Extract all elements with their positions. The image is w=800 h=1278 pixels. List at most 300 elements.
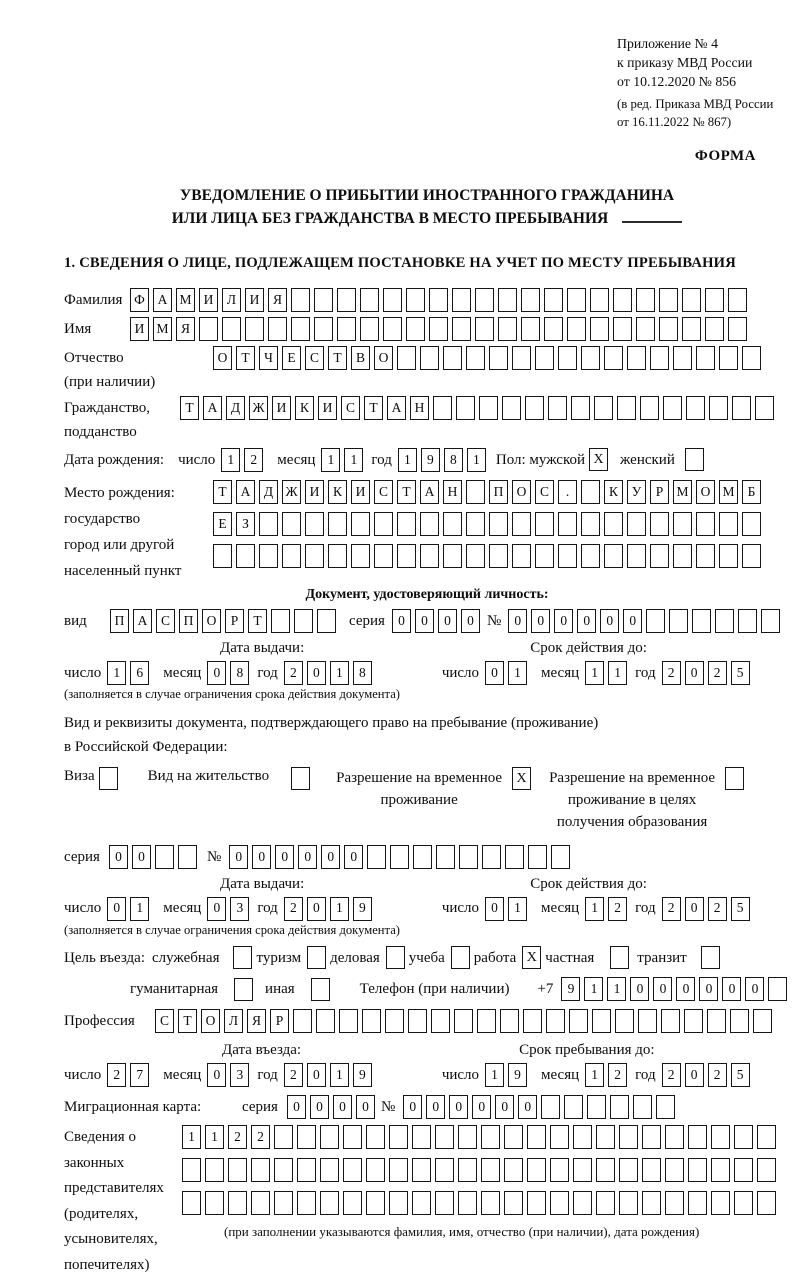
char-box[interactable] [413, 845, 432, 869]
char-box[interactable] [366, 1191, 385, 1215]
purpose-humanitarian-checkbox[interactable] [234, 978, 253, 1001]
char-box[interactable] [742, 512, 761, 536]
char-box[interactable] [390, 845, 409, 869]
char-box[interactable]: Т [236, 346, 255, 370]
char-box[interactable] [343, 1158, 362, 1182]
char-box[interactable]: 0 [252, 845, 271, 869]
char-box[interactable] [406, 288, 425, 312]
char-box[interactable] [550, 1191, 569, 1215]
stay-month-boxes[interactable] [585, 1063, 631, 1087]
char-box[interactable]: 1 [508, 897, 527, 921]
char-box[interactable] [351, 544, 370, 568]
char-box[interactable]: Л [224, 1009, 243, 1033]
char-box[interactable] [682, 288, 701, 312]
char-box[interactable]: И [351, 480, 370, 504]
char-box[interactable]: 2 [107, 1063, 126, 1087]
char-box[interactable] [742, 346, 761, 370]
temp-residence-checkbox[interactable]: X [512, 767, 531, 790]
char-box[interactable]: С [535, 480, 554, 504]
char-box[interactable] [705, 288, 724, 312]
char-box[interactable] [466, 512, 485, 536]
char-box[interactable]: 1 [205, 1125, 224, 1149]
char-box[interactable] [155, 845, 174, 869]
char-box[interactable] [682, 317, 701, 341]
char-box[interactable] [753, 1009, 772, 1033]
phone-boxes[interactable] [561, 977, 791, 1001]
char-box[interactable]: Д [226, 396, 245, 420]
char-box[interactable] [504, 1125, 523, 1149]
char-box[interactable] [294, 609, 313, 633]
char-box[interactable]: 0 [518, 1095, 537, 1119]
char-box[interactable] [314, 317, 333, 341]
char-box[interactable] [711, 1125, 730, 1149]
char-box[interactable]: 0 [630, 977, 649, 1001]
char-box[interactable]: А [133, 609, 152, 633]
char-box[interactable] [571, 396, 590, 420]
char-box[interactable]: Т [364, 396, 383, 420]
char-box[interactable] [454, 1009, 473, 1033]
char-box[interactable]: 1 [585, 1063, 604, 1087]
char-box[interactable] [642, 1158, 661, 1182]
char-box[interactable] [251, 1158, 270, 1182]
char-box[interactable] [659, 288, 678, 312]
representatives-boxes-3[interactable] [182, 1191, 780, 1215]
char-box[interactable] [291, 317, 310, 341]
char-box[interactable] [581, 480, 600, 504]
char-box[interactable] [573, 1125, 592, 1149]
char-box[interactable]: 0 [132, 845, 151, 869]
char-box[interactable]: 0 [685, 1063, 704, 1087]
char-box[interactable] [408, 1009, 427, 1033]
char-box[interactable]: 0 [495, 1095, 514, 1119]
char-box[interactable]: 1 [585, 897, 604, 921]
char-box[interactable]: 0 [307, 897, 326, 921]
char-box[interactable]: С [341, 396, 360, 420]
char-box[interactable] [590, 317, 609, 341]
char-box[interactable] [757, 1158, 776, 1182]
purpose-tourism-checkbox[interactable] [307, 946, 326, 969]
char-box[interactable]: Р [225, 609, 244, 633]
char-box[interactable] [435, 1191, 454, 1215]
char-box[interactable]: 0 [392, 609, 411, 633]
char-box[interactable] [320, 1125, 339, 1149]
char-box[interactable]: 0 [461, 609, 480, 633]
char-box[interactable]: 9 [353, 1063, 372, 1087]
char-box[interactable]: 1 [330, 1063, 349, 1087]
char-box[interactable] [205, 1191, 224, 1215]
char-box[interactable]: К [604, 480, 623, 504]
doc-expiry-month-boxes[interactable] [585, 661, 631, 685]
char-box[interactable]: У [627, 480, 646, 504]
char-box[interactable] [291, 288, 310, 312]
char-box[interactable] [420, 544, 439, 568]
char-box[interactable] [412, 1158, 431, 1182]
char-box[interactable] [459, 845, 478, 869]
char-box[interactable] [548, 396, 567, 420]
stay-doc-issue-year-boxes[interactable] [284, 897, 376, 921]
birth-year-boxes[interactable] [398, 448, 490, 472]
char-box[interactable] [512, 512, 531, 536]
char-box[interactable]: 0 [307, 1063, 326, 1087]
char-box[interactable]: 0 [699, 977, 718, 1001]
birth-place-boxes-3[interactable] [213, 544, 765, 568]
char-box[interactable] [429, 317, 448, 341]
char-box[interactable] [317, 609, 336, 633]
char-box[interactable] [245, 317, 264, 341]
stay-doc-series-boxes[interactable] [109, 845, 201, 869]
citizenship-boxes[interactable] [180, 396, 778, 420]
char-box[interactable]: Е [282, 346, 301, 370]
char-box[interactable] [663, 396, 682, 420]
representatives-boxes-1[interactable] [182, 1125, 780, 1149]
char-box[interactable] [228, 1158, 247, 1182]
temp-residence-edu-checkbox[interactable] [725, 767, 744, 790]
sex-female-checkbox[interactable] [685, 448, 704, 471]
char-box[interactable]: 2 [251, 1125, 270, 1149]
stay-day-boxes[interactable] [485, 1063, 531, 1087]
char-box[interactable]: К [328, 480, 347, 504]
char-box[interactable] [339, 1009, 358, 1033]
migration-number-boxes[interactable] [403, 1095, 679, 1119]
sex-male-checkbox[interactable]: X [589, 448, 608, 471]
char-box[interactable]: И [199, 288, 218, 312]
char-box[interactable]: 3 [230, 897, 249, 921]
char-box[interactable]: 2 [284, 661, 303, 685]
char-box[interactable] [594, 396, 613, 420]
char-box[interactable]: 0 [287, 1095, 306, 1119]
char-box[interactable]: 0 [722, 977, 741, 1001]
char-box[interactable]: Р [270, 1009, 289, 1033]
char-box[interactable]: Ж [249, 396, 268, 420]
char-box[interactable] [389, 1191, 408, 1215]
doc-series-boxes[interactable] [392, 609, 484, 633]
char-box[interactable] [544, 288, 563, 312]
char-box[interactable] [734, 1191, 753, 1215]
char-box[interactable] [604, 346, 623, 370]
char-box[interactable]: 0 [321, 845, 340, 869]
char-box[interactable] [640, 396, 659, 420]
char-box[interactable] [367, 845, 386, 869]
char-box[interactable]: 0 [600, 609, 619, 633]
char-box[interactable] [374, 512, 393, 536]
char-box[interactable]: 9 [353, 897, 372, 921]
char-box[interactable] [732, 396, 751, 420]
stay-doc-issue-day-boxes[interactable] [107, 897, 153, 921]
char-box[interactable]: О [374, 346, 393, 370]
char-box[interactable] [528, 845, 547, 869]
char-box[interactable]: 6 [130, 661, 149, 685]
char-box[interactable] [389, 1125, 408, 1149]
char-box[interactable] [251, 1191, 270, 1215]
char-box[interactable]: И [245, 288, 264, 312]
char-box[interactable]: 0 [745, 977, 764, 1001]
char-box[interactable] [429, 288, 448, 312]
char-box[interactable] [337, 288, 356, 312]
char-box[interactable]: Ж [282, 480, 301, 504]
char-box[interactable] [604, 512, 623, 536]
char-box[interactable] [502, 396, 521, 420]
char-box[interactable]: 2 [662, 897, 681, 921]
char-box[interactable]: 9 [508, 1063, 527, 1087]
purpose-other-checkbox[interactable] [311, 978, 330, 1001]
char-box[interactable]: 0 [685, 897, 704, 921]
char-box[interactable] [711, 1191, 730, 1215]
char-box[interactable] [452, 317, 471, 341]
char-box[interactable] [558, 544, 577, 568]
char-box[interactable] [619, 1158, 638, 1182]
birth-place-boxes-2[interactable] [213, 512, 765, 536]
char-box[interactable] [650, 346, 669, 370]
char-box[interactable]: Л [222, 288, 241, 312]
char-box[interactable] [293, 1009, 312, 1033]
char-box[interactable] [636, 288, 655, 312]
char-box[interactable] [709, 396, 728, 420]
char-box[interactable] [617, 396, 636, 420]
char-box[interactable] [500, 1009, 519, 1033]
char-box[interactable]: С [305, 346, 324, 370]
char-box[interactable] [696, 346, 715, 370]
char-box[interactable] [389, 1158, 408, 1182]
char-box[interactable] [305, 512, 324, 536]
char-box[interactable] [613, 288, 632, 312]
char-box[interactable]: 0 [207, 1063, 226, 1087]
char-box[interactable] [512, 346, 531, 370]
char-box[interactable] [498, 317, 517, 341]
char-box[interactable]: 0 [207, 897, 226, 921]
char-box[interactable] [420, 512, 439, 536]
char-box[interactable]: С [155, 1009, 174, 1033]
char-box[interactable] [456, 396, 475, 420]
char-box[interactable] [314, 288, 333, 312]
char-box[interactable] [581, 512, 600, 536]
char-box[interactable] [551, 845, 570, 869]
representatives-boxes-2[interactable] [182, 1158, 780, 1182]
char-box[interactable] [734, 1125, 753, 1149]
char-box[interactable]: 1 [330, 897, 349, 921]
char-box[interactable] [475, 317, 494, 341]
char-box[interactable] [498, 288, 517, 312]
char-box[interactable] [343, 1125, 362, 1149]
char-box[interactable] [596, 1191, 615, 1215]
char-box[interactable]: 0 [403, 1095, 422, 1119]
char-box[interactable] [638, 1009, 657, 1033]
char-box[interactable]: П [179, 609, 198, 633]
char-box[interactable] [178, 845, 197, 869]
char-box[interactable] [213, 544, 232, 568]
char-box[interactable] [659, 317, 678, 341]
char-box[interactable] [458, 1125, 477, 1149]
char-box[interactable] [569, 1009, 588, 1033]
char-box[interactable] [481, 1191, 500, 1215]
doc-issue-day-boxes[interactable] [107, 661, 153, 685]
char-box[interactable]: 1 [607, 977, 626, 1001]
char-box[interactable]: 1 [585, 661, 604, 685]
char-box[interactable] [546, 1009, 565, 1033]
char-box[interactable] [337, 317, 356, 341]
char-box[interactable] [351, 512, 370, 536]
char-box[interactable] [728, 288, 747, 312]
char-box[interactable] [479, 396, 498, 420]
char-box[interactable] [742, 544, 761, 568]
char-box[interactable] [481, 1125, 500, 1149]
char-box[interactable] [320, 1191, 339, 1215]
char-box[interactable] [684, 1009, 703, 1033]
char-box[interactable]: 0 [554, 609, 573, 633]
char-box[interactable]: К [295, 396, 314, 420]
char-box[interactable]: А [420, 480, 439, 504]
doc-expiry-day-boxes[interactable] [485, 661, 531, 685]
char-box[interactable] [482, 845, 501, 869]
char-box[interactable]: 2 [708, 897, 727, 921]
char-box[interactable]: 1 [330, 661, 349, 685]
char-box[interactable] [274, 1125, 293, 1149]
char-box[interactable] [558, 346, 577, 370]
char-box[interactable] [615, 1009, 634, 1033]
char-box[interactable] [383, 288, 402, 312]
char-box[interactable]: О [202, 609, 221, 633]
char-box[interactable] [673, 512, 692, 536]
char-box[interactable] [504, 1158, 523, 1182]
char-box[interactable] [558, 512, 577, 536]
char-box[interactable] [673, 544, 692, 568]
entry-year-boxes[interactable] [284, 1063, 376, 1087]
char-box[interactable] [757, 1191, 776, 1215]
char-box[interactable] [755, 396, 774, 420]
char-box[interactable] [328, 512, 347, 536]
char-box[interactable] [567, 288, 586, 312]
char-box[interactable] [328, 544, 347, 568]
stay-doc-expiry-day-boxes[interactable] [485, 897, 531, 921]
char-box[interactable] [642, 1191, 661, 1215]
char-box[interactable] [646, 609, 665, 633]
char-box[interactable] [581, 544, 600, 568]
char-box[interactable] [692, 609, 711, 633]
birth-day-boxes[interactable] [221, 448, 267, 472]
surname-boxes[interactable] [130, 288, 751, 312]
char-box[interactable]: Е [213, 512, 232, 536]
char-box[interactable] [481, 1158, 500, 1182]
char-box[interactable]: 7 [130, 1063, 149, 1087]
char-box[interactable] [535, 512, 554, 536]
char-box[interactable] [297, 1125, 316, 1149]
char-box[interactable] [619, 1125, 638, 1149]
char-box[interactable] [707, 1009, 726, 1033]
char-box[interactable]: 1 [485, 1063, 504, 1087]
char-box[interactable]: 0 [623, 609, 642, 633]
char-box[interactable]: 1 [107, 661, 126, 685]
char-box[interactable] [512, 544, 531, 568]
char-box[interactable] [182, 1191, 201, 1215]
char-box[interactable] [366, 1125, 385, 1149]
char-box[interactable] [719, 512, 738, 536]
char-box[interactable]: И [318, 396, 337, 420]
char-box[interactable]: Ф [130, 288, 149, 312]
name-boxes[interactable] [130, 317, 751, 341]
residence-permit-checkbox[interactable] [291, 767, 310, 790]
doc-issue-month-boxes[interactable] [207, 661, 253, 685]
char-box[interactable] [581, 346, 600, 370]
char-box[interactable]: О [201, 1009, 220, 1033]
char-box[interactable] [182, 1158, 201, 1182]
char-box[interactable] [436, 845, 455, 869]
char-box[interactable]: 2 [662, 1063, 681, 1087]
char-box[interactable]: П [110, 609, 129, 633]
char-box[interactable] [297, 1191, 316, 1215]
char-box[interactable] [452, 288, 471, 312]
char-box[interactable]: 0 [344, 845, 363, 869]
purpose-study-checkbox[interactable] [451, 946, 470, 969]
char-box[interactable] [761, 609, 780, 633]
char-box[interactable]: 0 [310, 1095, 329, 1119]
char-box[interactable] [567, 317, 586, 341]
char-box[interactable]: Я [176, 317, 195, 341]
char-box[interactable]: Н [410, 396, 429, 420]
char-box[interactable]: 0 [485, 661, 504, 685]
char-box[interactable]: 2 [608, 897, 627, 921]
stay-year-boxes[interactable] [662, 1063, 754, 1087]
char-box[interactable]: 0 [298, 845, 317, 869]
char-box[interactable]: 1 [221, 448, 240, 472]
char-box[interactable]: С [374, 480, 393, 504]
char-box[interactable]: 0 [109, 845, 128, 869]
char-box[interactable] [730, 1009, 749, 1033]
char-box[interactable]: М [719, 480, 738, 504]
char-box[interactable]: 2 [708, 661, 727, 685]
char-box[interactable] [665, 1191, 684, 1215]
doc-number-boxes[interactable] [508, 609, 784, 633]
char-box[interactable] [521, 288, 540, 312]
char-box[interactable] [489, 346, 508, 370]
char-box[interactable] [564, 1095, 583, 1119]
char-box[interactable]: 0 [531, 609, 550, 633]
char-box[interactable] [521, 317, 540, 341]
char-box[interactable] [458, 1158, 477, 1182]
patronymic-boxes[interactable] [213, 346, 765, 370]
char-box[interactable] [665, 1125, 684, 1149]
char-box[interactable] [397, 512, 416, 536]
char-box[interactable]: . [558, 480, 577, 504]
char-box[interactable]: Н [443, 480, 462, 504]
char-box[interactable] [489, 512, 508, 536]
char-box[interactable] [525, 396, 544, 420]
char-box[interactable]: 1 [508, 661, 527, 685]
char-box[interactable] [627, 346, 646, 370]
char-box[interactable] [420, 346, 439, 370]
char-box[interactable] [431, 1009, 450, 1033]
char-box[interactable]: 1 [584, 977, 603, 1001]
char-box[interactable] [259, 512, 278, 536]
char-box[interactable] [259, 544, 278, 568]
entry-month-boxes[interactable] [207, 1063, 253, 1087]
char-box[interactable] [734, 1158, 753, 1182]
char-box[interactable]: 0 [415, 609, 434, 633]
char-box[interactable]: 1 [344, 448, 363, 472]
char-box[interactable]: 2 [284, 897, 303, 921]
char-box[interactable]: 0 [207, 661, 226, 685]
char-box[interactable]: 0 [449, 1095, 468, 1119]
char-box[interactable] [527, 1191, 546, 1215]
char-box[interactable] [343, 1191, 362, 1215]
char-box[interactable]: С [156, 609, 175, 633]
char-box[interactable] [573, 1191, 592, 1215]
char-box[interactable] [686, 396, 705, 420]
char-box[interactable] [282, 512, 301, 536]
purpose-official-checkbox[interactable] [233, 946, 252, 969]
char-box[interactable] [305, 544, 324, 568]
purpose-work-checkbox[interactable]: X [522, 946, 541, 969]
birth-place-boxes-1[interactable] [213, 480, 765, 504]
char-box[interactable] [443, 346, 462, 370]
